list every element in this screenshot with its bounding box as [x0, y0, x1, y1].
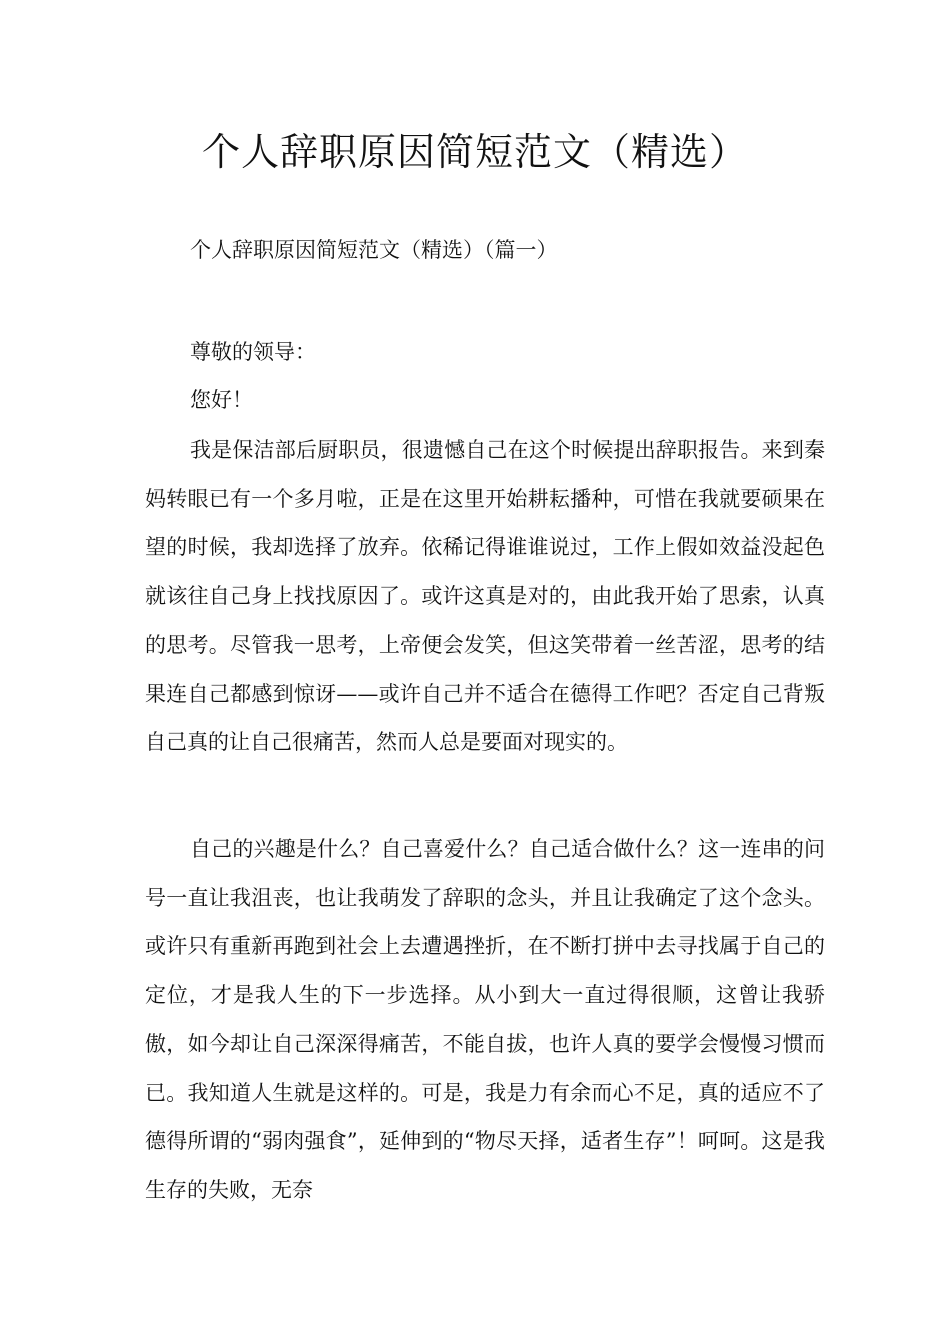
- document-subtitle: 个人辞职原因简短范文（精选）（篇一）: [190, 238, 558, 262]
- body-paragraph-2: 自己的兴趣是什么？自己喜爱什么？自己适合做什么？这一连串的问号一直让我沮丧，也让我萌发了辞职的念头，并且让我确定了这个念头。或许只有重新再跑到社会上去遭遇挫折，在不断打拼中去寻找属于自己的定位，才是我人生的下一步选择。从小到大一直过得很顺，这曾让我骄傲，如今却让自己深深得痛苦，不能自拔，也许人真的要学会慢慢习惯而已。我知道人生就是这样的。可是，我是力有余而心不足，真的适应不了德得所谓的“弱肉强食”，延伸到的“物尽天择，适者生存”！呵呵。这是我生存的失败，无奈: [145, 837, 825, 1202]
- document-title: 个人辞职原因简短范文（精选）: [201, 130, 748, 174]
- body-paragraph-1: 我是保洁部后厨职员，很遗憾自己在这个时候提出辞职报告。来到秦妈转眼已有一个多月啦，正是在这里开始耕耘播种，可惜在我就要硕果在望的时候，我却选择了放弃。依稀记得谁谁说过，工作上假如效益没起色就该往自己身上找找原因了。或许这真是对的，由此我开始了思索，认真的思考。尽管我一思考，上帝便会发笑，但这笑带着一丝苦涩，思考的结果连自己都感到惊讶——或许自己并不适合在德得工作吧？否定自己背叛自己真的让自己很痛苦，然而人总是要面对现实的。: [145, 438, 825, 755]
- greeting: 您好！: [190, 388, 253, 412]
- salutation: 尊敬的领导：: [190, 340, 316, 364]
